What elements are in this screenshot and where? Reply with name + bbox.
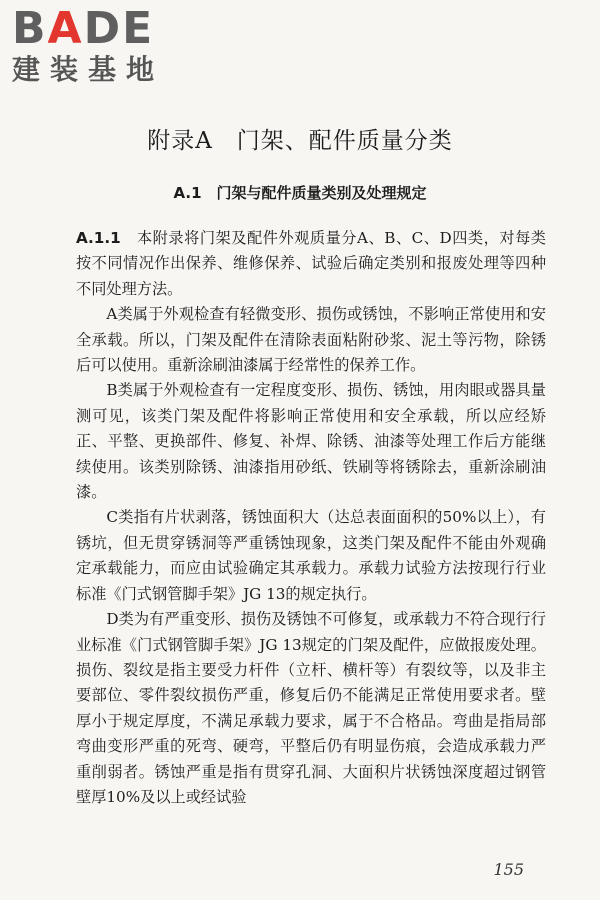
appendix-title: 附录A 门架、配件质量分类: [147, 128, 453, 154]
logo-subtitle: 建装基地: [12, 53, 165, 86]
body-text: [76, 226, 546, 810]
paragraph-3: B类属于外观检查有一定程度变形、损伤、锈蚀，用肉眼或器具量测可见，该类门架及配件将影响正常使用和安全承载，所以应经矫正、平整、更换部件、修复、补焊、除锈、油漆等处理工作后方能继续使用。该类别除锈、油漆指用砂纸、铁刷等将锈除去，重新涂刷油漆。: [76, 381, 546, 502]
paragraph-1-text: 本附录将门架及配件外观质量分A、B、C、D四类，对每类按不同情况作出保养、维修保养、试验后确定类别和报废处理等四种不同处理方法。: [76, 229, 546, 298]
paragraph-2: A类属于外观检查有轻微变形、损伤或锈蚀，不影响正常使用和安全承载。所以，门架及配件在清除表面粘附砂浆、泥土等污物，除锈后可以使用。重新涂刷油漆属于经常性的保养工作。: [76, 305, 546, 375]
paragraph-1: [76, 226, 546, 302]
logo-letter-a: A: [47, 3, 84, 54]
clause-number: A.1.1: [76, 229, 121, 247]
logo-letters-de: DE: [83, 3, 155, 54]
logo-letter-b: B: [12, 3, 48, 54]
section-heading: A.1 门架与配件质量类别及处理规定: [173, 184, 427, 202]
page-number: 155: [493, 860, 524, 879]
paragraph-5: D类为有严重变形、损伤及锈蚀不可修复，或承载力不符合现行行业标准《门式钢管脚手架》JG 13规定的门架及配件，应做报废处理。损伤、裂纹是指主要受力杆件（立杆、横杆等）有裂纹等，以及非主要部位、零件裂纹损伤严重，修复后仍不能满足正常使用要求者。壁厚小于规定厚度，不满足承载力要求，属于不合格品。弯曲是指局部弯曲变形严重的死弯、硬弯，平整后仍有明显伤痕，会造成承载力严重削弱者。锈蚀严重是指有贯穿孔洞、大面积片状锈蚀深度超过钢管壁厚10%及以上或经试验: [76, 610, 546, 806]
brand-logo: [12, 3, 165, 86]
logo-wordmark: [12, 3, 164, 54]
paragraph-4: C类指有片状剥落，锈蚀面积大（达总表面面积的50%以上），有锈坑，但无贯穿锈洞等严重锈蚀现象，这类门架及配件不能由外观确定承载能力，而应由试验确定其承载力。承载力试验方法按现行行业标准《门式钢管脚手架》JG 13的规定执行。: [76, 508, 546, 603]
